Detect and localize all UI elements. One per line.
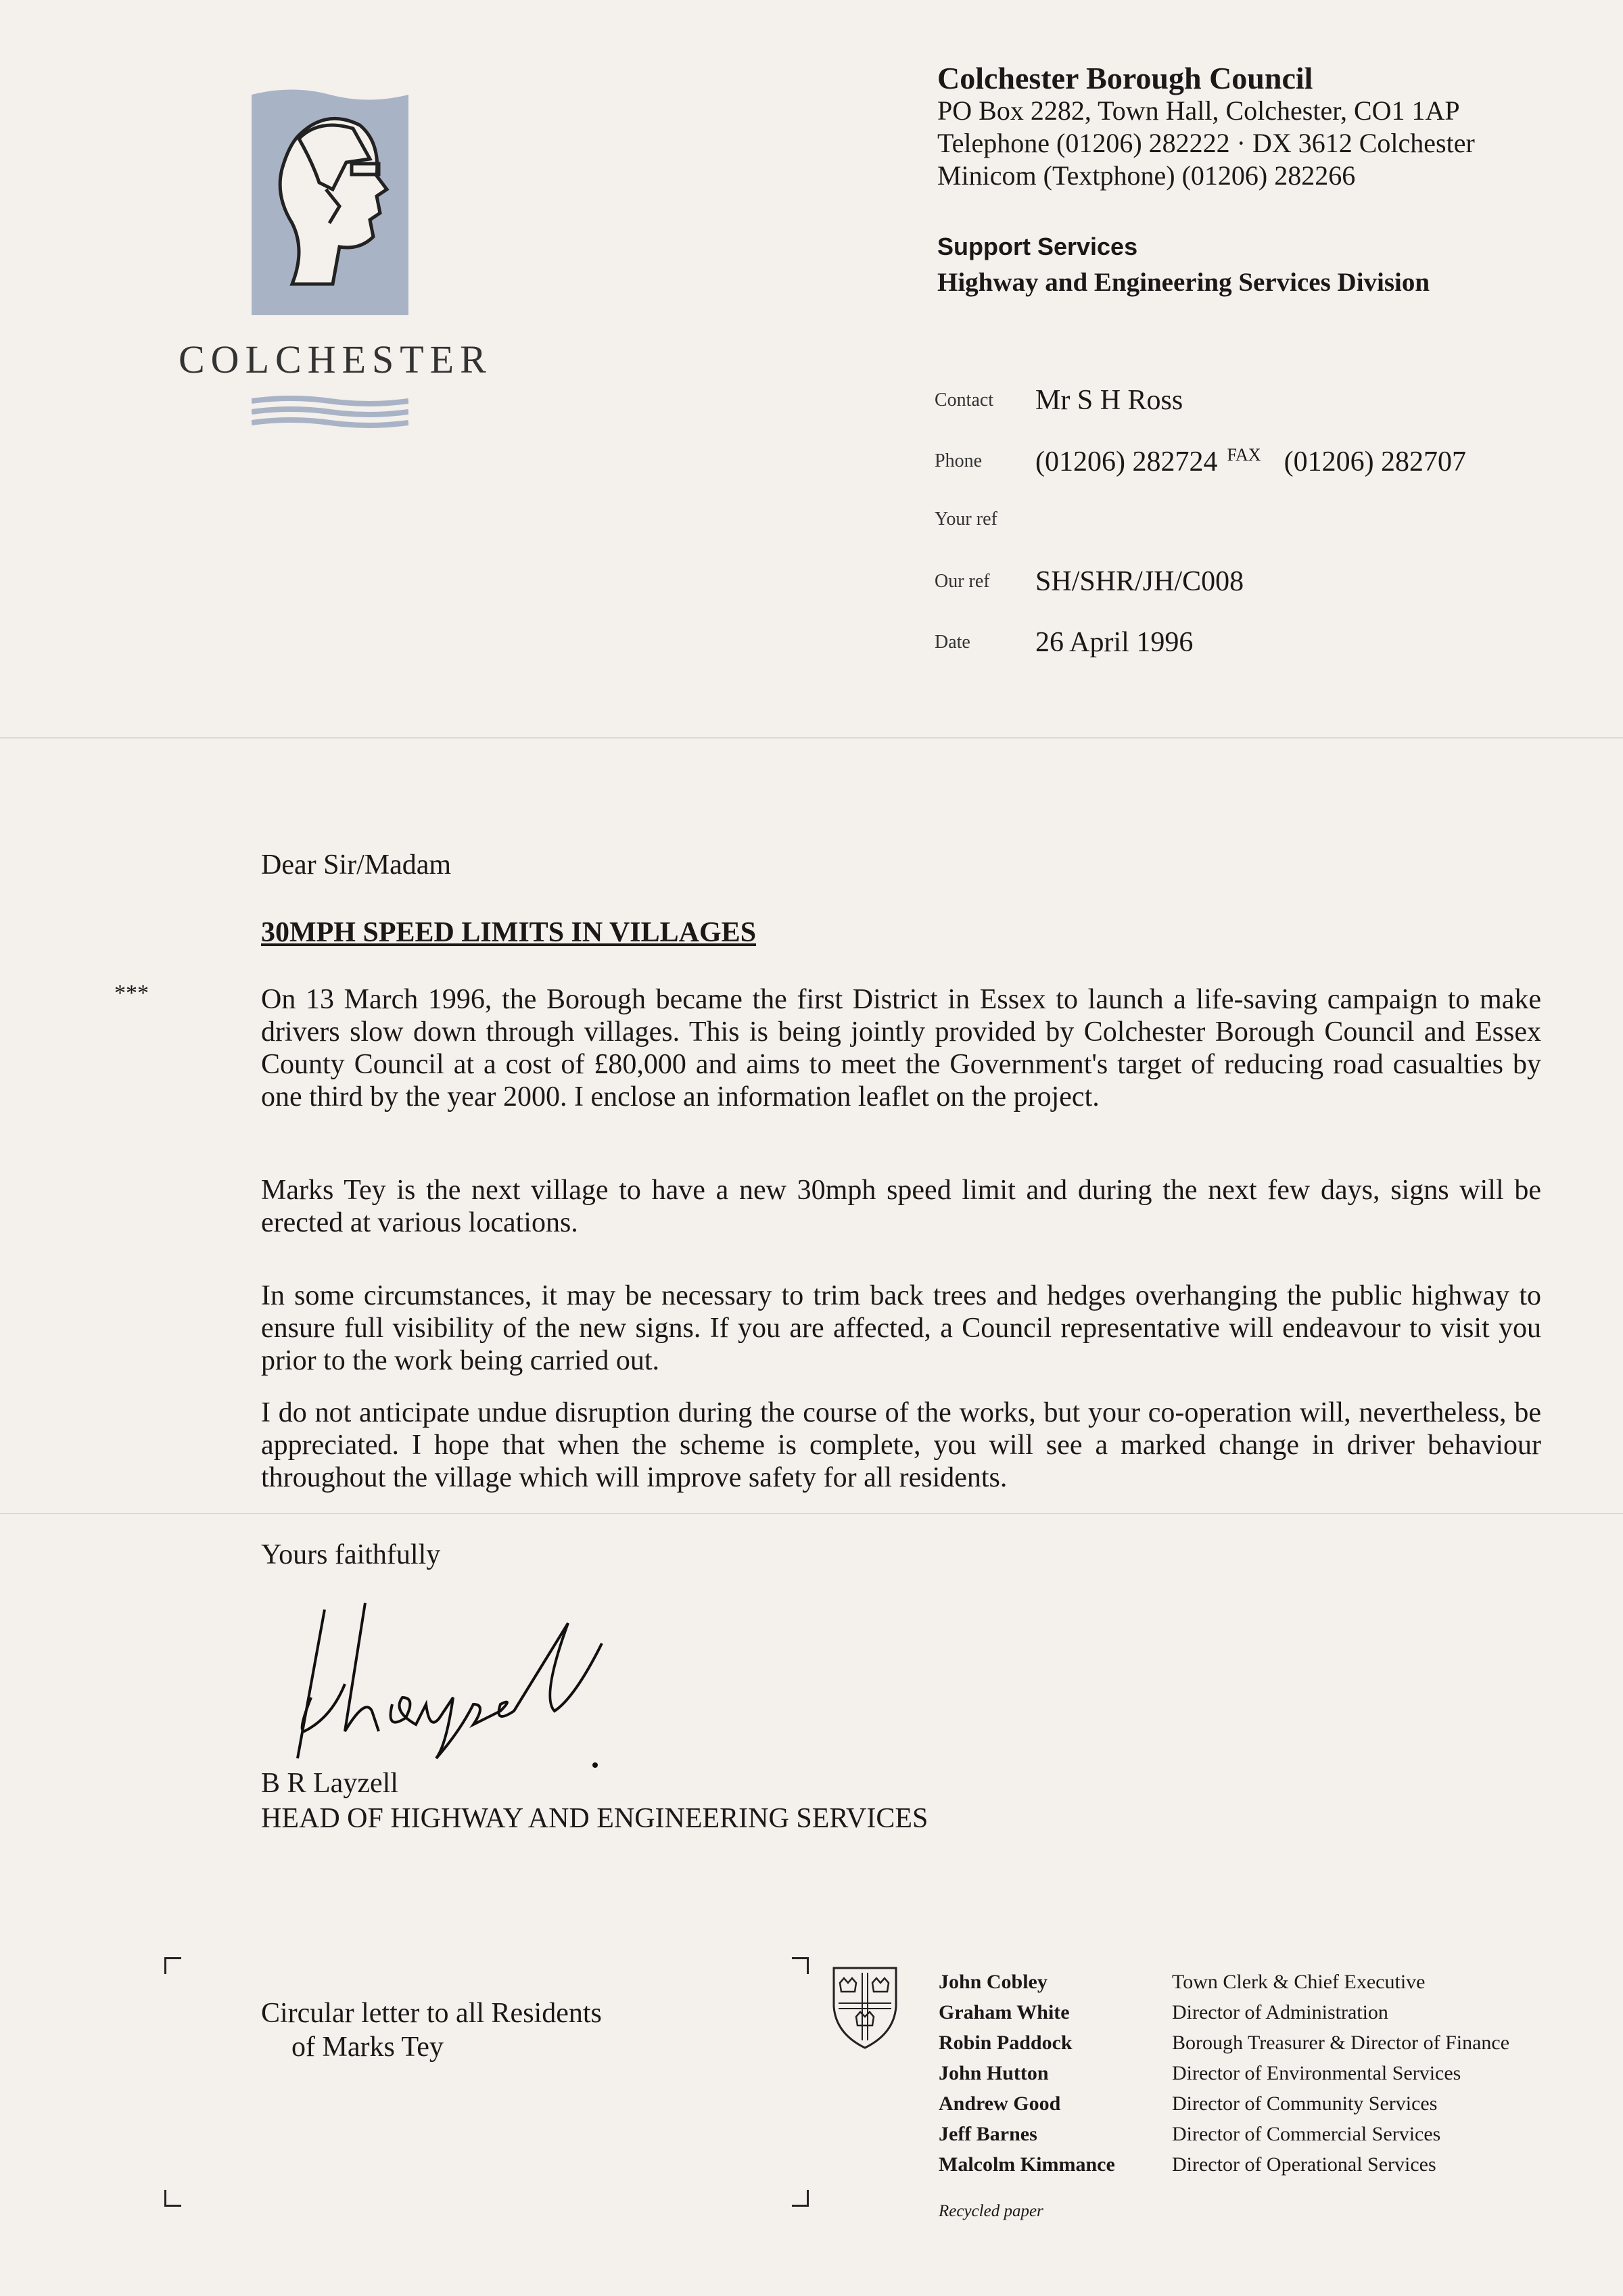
paragraph: In some circumstances, it may be necessary to trim back trees and hedges overhanging the public highway to ensure full visibility of the new signs. If you are affected, a Council representative will endeavour to visit you prior to the work being carried out.	[261, 1280, 1541, 1376]
phone-value: (01206) 282724	[1035, 446, 1218, 477]
officer-title: Director of Operational Services	[1172, 2153, 1436, 2176]
date-value: 26 April 1996	[1035, 627, 1194, 658]
officer-name: Malcolm Kimmance	[939, 2153, 1115, 2176]
officer-title: Director of Environmental Services	[1172, 2062, 1461, 2084]
fax-value: (01206) 282707	[1284, 446, 1467, 477]
crop-mark	[164, 2190, 181, 2207]
officer-name: Andrew Good	[939, 2092, 1061, 2115]
contact-value: Mr S H Ross	[1035, 385, 1183, 416]
officer-title: Director of Commercial Services	[1172, 2123, 1441, 2145]
minicom: Minicom (Textphone) (01206) 282266	[937, 160, 1356, 191]
fax-label: FAX	[1227, 445, 1261, 465]
letterhead-address	[937, 62, 1475, 192]
signature-icon	[284, 1596, 649, 1772]
officer-title: Borough Treasurer & Director of Finance	[1172, 2032, 1510, 2054]
officer-name: John Hutton	[939, 2062, 1049, 2084]
department-block	[937, 229, 1430, 300]
officer-name: Graham White	[939, 2001, 1070, 2023]
signatory-title: HEAD OF HIGHWAY AND ENGINEERING SERVICES	[261, 1803, 928, 1834]
contact-label: Contact	[935, 390, 994, 411]
officer-name: John Cobley	[939, 1971, 1048, 1993]
paragraph: On 13 March 1996, the Borough became the first District in Essex to launch a life-saving campaign to make drivers slow down through villages. This is being jointly provided by Colchester Borough Council and Essex County Council at a cost of £80,000 and aims to meet the Government's target of reducing road casualties by one third by the year 2000. I enclose an information leaflet on the project.	[261, 984, 1541, 1112]
officer-title: Town Clerk & Chief Executive	[1172, 1971, 1426, 1993]
phone-label: Phone	[935, 450, 982, 471]
fold-line	[0, 737, 1623, 739]
officer-name: Jeff Barnes	[939, 2123, 1037, 2145]
recycled-paper-note: Recycled paper	[939, 2202, 1043, 2220]
telephone: Telephone (01206) 282222 · DX 3612 Colchester	[937, 128, 1475, 158]
phone-row	[1035, 445, 1466, 478]
logo-waves-icon	[252, 396, 408, 429]
officer-names	[939, 1967, 1115, 2180]
fold-line	[0, 1513, 1623, 1514]
officer-title: Director of Administration	[1172, 2001, 1388, 2023]
borough-crest-icon	[832, 1966, 898, 2050]
circular-line-2: of Marks Tey	[291, 2032, 444, 2063]
paragraph: I do not anticipate undue disruption during the course of the works, but your co-operation will, nevertheless, be appreciated. I hope that when the scheme is complete, you will see a marked change in driver behaviour throughout the village which will improve safety for all residents.	[261, 1397, 1541, 1493]
margin-mark: ***	[114, 981, 149, 1006]
your-ref-label: Your ref	[935, 509, 997, 530]
officer-titles	[1172, 1967, 1509, 2180]
division: Highway and Engineering Services Division	[937, 268, 1430, 297]
crop-mark	[792, 1957, 809, 1974]
org-name: Colchester Borough Council	[937, 61, 1313, 95]
our-ref-value: SH/SHR/JH/C008	[1035, 566, 1244, 597]
crop-mark	[792, 2190, 809, 2207]
council-logo-icon	[252, 88, 408, 318]
paragraph: Marks Tey is the next village to have a new 30mph speed limit and during the next few days, signs will be erected at various locations.	[261, 1175, 1541, 1238]
circular-line-1: Circular letter to all Residents	[261, 1998, 602, 2029]
date-label: Date	[935, 632, 970, 653]
crop-mark	[164, 1957, 181, 1974]
department: Support Services	[937, 233, 1138, 260]
letter-heading: 30MPH SPEED LIMITS IN VILLAGES	[261, 917, 757, 948]
signatory-name: B R Layzell	[261, 1768, 398, 1799]
salutation: Dear Sir/Madam	[261, 849, 452, 881]
officer-name: Robin Paddock	[939, 2032, 1073, 2054]
address: PO Box 2282, Town Hall, Colchester, CO1 1AP	[937, 95, 1460, 126]
officer-title: Director of Community Services	[1172, 2092, 1438, 2115]
our-ref-label: Our ref	[935, 571, 990, 592]
logo-text: COLCHESTER	[179, 337, 492, 381]
closing: Yours faithfully	[261, 1539, 441, 1570]
